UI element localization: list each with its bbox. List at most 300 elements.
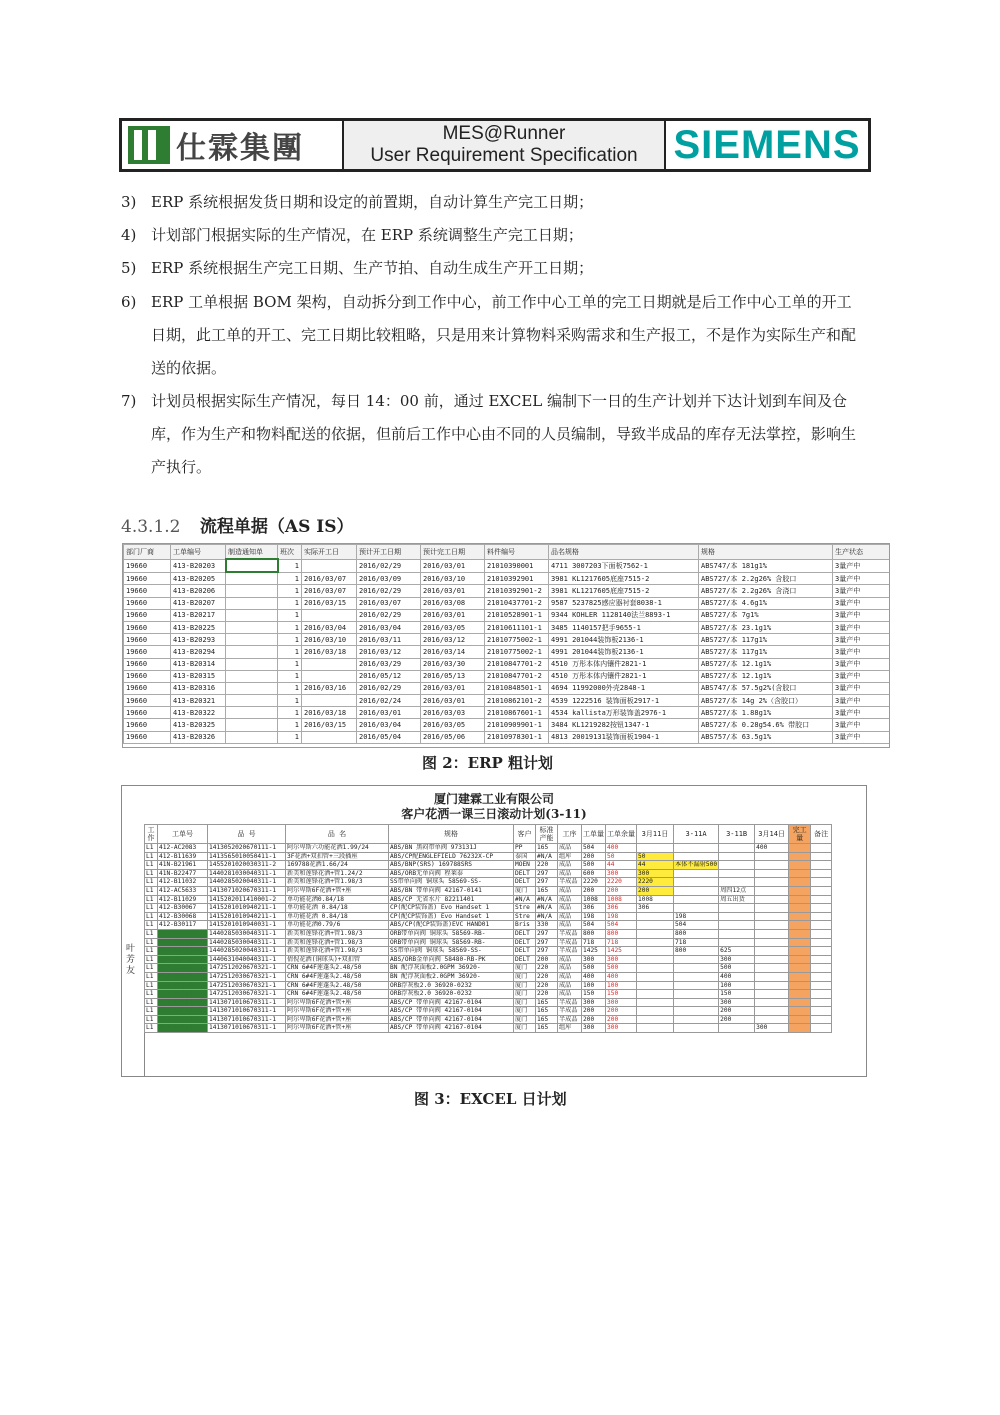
table-cell bbox=[811, 929, 832, 938]
table-cell: 413-B20314 bbox=[171, 658, 226, 670]
table-cell: 400 bbox=[606, 844, 637, 853]
table-cell: 412-AC5633 bbox=[158, 886, 208, 895]
table-cell bbox=[637, 912, 674, 921]
table-cell: 400 bbox=[582, 972, 606, 981]
table-cell: 300 bbox=[755, 1024, 789, 1033]
table-cell: 厦门 bbox=[514, 990, 536, 999]
table-cell: ORB浮灰板2.0 36920-0232 bbox=[389, 981, 514, 990]
table-cell bbox=[226, 646, 278, 658]
table-cell: 412-AC2083 bbox=[158, 844, 208, 853]
column-header: 班次 bbox=[278, 545, 302, 560]
table-cell: 200 bbox=[582, 852, 606, 861]
table-cell bbox=[755, 1015, 789, 1024]
table-cell: L1 bbox=[145, 844, 158, 853]
table-cell bbox=[674, 972, 719, 981]
table-cell: 412-B30117 bbox=[158, 921, 208, 930]
table-cell: 220 bbox=[536, 964, 558, 973]
table-cell: 21010775002-1 bbox=[485, 646, 549, 658]
company-logo bbox=[122, 121, 344, 169]
table-cell: 300 bbox=[606, 998, 637, 1007]
table-cell bbox=[789, 904, 811, 913]
table-cell: 400 bbox=[719, 972, 755, 981]
table-cell: 2016/03/29 bbox=[357, 658, 421, 670]
table-cell: ABS727/本 12.1g1% bbox=[699, 670, 833, 682]
table-cell: 1440631040040311-1 bbox=[208, 955, 286, 964]
table-cell: 718 bbox=[606, 938, 637, 947]
table-cell: 100 bbox=[719, 981, 755, 990]
table-cell: 306 bbox=[637, 904, 674, 913]
table-cell: 165 bbox=[536, 1015, 558, 1024]
table-row bbox=[124, 695, 890, 707]
table-cell: 100 bbox=[582, 981, 606, 990]
table-cell bbox=[811, 955, 832, 964]
table-cell bbox=[674, 955, 719, 964]
table-cell: 厦门 bbox=[514, 1007, 536, 1016]
table-cell: 单功能花洒 0.84/18 bbox=[286, 904, 389, 913]
table-row bbox=[145, 869, 832, 878]
table-cell: 3量产中 bbox=[833, 634, 890, 646]
table-cell: 成品 bbox=[558, 921, 582, 930]
table-cell: 504 bbox=[582, 921, 606, 930]
table-cell: 41N-B21961 bbox=[158, 861, 208, 870]
table-cell: 198 bbox=[674, 912, 719, 921]
table-cell bbox=[755, 964, 789, 973]
column-header: 规格 bbox=[699, 545, 833, 560]
table-cell bbox=[811, 886, 832, 895]
table-cell: ABS/CP 带单向阀 42167-0104 bbox=[389, 1007, 514, 1016]
table-cell: 2016/03/11 bbox=[357, 634, 421, 646]
table-cell: 3量产中 bbox=[833, 670, 890, 682]
table-cell: 1413071010670311-1 bbox=[208, 1007, 286, 1016]
table-cell bbox=[637, 938, 674, 947]
table-cell: CP(配CP装饰盖) Evo Handset 1 bbox=[389, 912, 514, 921]
figure-caption-erp: 图 2：ERP 粗计划 bbox=[422, 754, 554, 772]
table-cell: 1008 bbox=[637, 895, 674, 904]
table-cell: 500 bbox=[606, 964, 637, 973]
table-cell bbox=[637, 1007, 674, 1016]
column-header: 实际开工日 bbox=[302, 545, 357, 560]
table-cell: 600 bbox=[582, 869, 606, 878]
excel-plan-sheet bbox=[121, 785, 867, 1077]
list-item bbox=[121, 252, 871, 285]
table-cell bbox=[789, 886, 811, 895]
title-line-1: MES@Runner bbox=[442, 123, 566, 144]
table-cell: ABS727/本 14g 2%（含胶口） bbox=[699, 695, 833, 707]
table-row bbox=[124, 719, 890, 731]
column-header: 生产状态 bbox=[833, 545, 890, 560]
table-cell bbox=[226, 719, 278, 731]
table-row bbox=[145, 1007, 832, 1016]
table-cell: 500 bbox=[582, 964, 606, 973]
table-row bbox=[145, 912, 832, 921]
table-cell: 3量产中 bbox=[833, 682, 890, 694]
table-cell: 1413071010670311-1 bbox=[208, 998, 286, 1007]
table-cell: 1413052020670111-1 bbox=[208, 844, 286, 853]
table-cell: 297 bbox=[536, 947, 558, 956]
table-cell: ABS/ORB无单向阀 程莱泰 bbox=[389, 869, 514, 878]
list-item-number: 5) bbox=[121, 259, 137, 277]
table-cell: 44 bbox=[606, 861, 637, 870]
table-row bbox=[145, 904, 832, 913]
table-cell: 成品 bbox=[558, 844, 582, 853]
table-row bbox=[145, 947, 832, 956]
column-header: 备注 bbox=[811, 825, 832, 844]
table-cell: 2220 bbox=[637, 878, 674, 887]
table-cell: 成品 bbox=[558, 904, 582, 913]
table-cell bbox=[811, 981, 832, 990]
table-cell: 19660 bbox=[124, 559, 171, 572]
table-cell: ABS/CP 带单向阀 42167-0104 bbox=[389, 1015, 514, 1024]
table-cell: 2016/03/04 bbox=[357, 719, 421, 731]
table-cell: 2016/03/15 bbox=[302, 719, 357, 731]
list-item-text: ERP 系统根据发货日期和设定的前置期，自动计算生产完工日期； bbox=[151, 193, 594, 211]
table-cell: 倩倪花洒(铜球头)+双扣管 bbox=[286, 955, 389, 964]
table-cell bbox=[226, 634, 278, 646]
table-cell bbox=[637, 929, 674, 938]
table-cell: 200 bbox=[582, 1015, 606, 1024]
table-cell bbox=[637, 947, 674, 956]
table-cell: 3量产中 bbox=[833, 559, 890, 572]
table-cell: 2016/03/08 bbox=[421, 597, 485, 609]
table-cell: 单功能花洒0.84/18 bbox=[286, 895, 389, 904]
table-cell bbox=[719, 912, 755, 921]
table-cell bbox=[674, 844, 719, 853]
table-cell: CRN 6#4F莲蓬头2.48/50 bbox=[286, 990, 389, 999]
table-cell: 300 bbox=[719, 955, 755, 964]
table-cell: 1 bbox=[278, 658, 302, 670]
table-cell bbox=[637, 1024, 674, 1033]
table-cell: 413-B20315 bbox=[171, 670, 226, 682]
table-cell: 成品 bbox=[558, 964, 582, 973]
table-cell: 2016/03/05 bbox=[421, 719, 485, 731]
table-cell: 1 bbox=[278, 731, 302, 743]
table-row bbox=[145, 929, 832, 938]
table-cell bbox=[674, 1007, 719, 1016]
table-cell: ABS757/本 63.5g1% bbox=[699, 731, 833, 743]
column-header: 标准产能 bbox=[536, 825, 558, 844]
table-row bbox=[124, 658, 890, 670]
table-cell bbox=[719, 938, 755, 947]
table-cell: 2016/05/04 bbox=[357, 731, 421, 743]
table-cell: 800 bbox=[674, 947, 719, 956]
table-cell bbox=[789, 912, 811, 921]
table-cell: 阿尔卑斯6F花洒+管+座 bbox=[286, 998, 389, 1007]
column-header: 预计开工日期 bbox=[357, 545, 421, 560]
table-cell: 2016/05/06 bbox=[421, 731, 485, 743]
table-cell bbox=[719, 878, 755, 887]
table-cell: ABS727/本 4.6g1% bbox=[699, 597, 833, 609]
table-cell: 本体不漏射500 bbox=[675, 861, 718, 869]
table-cell: 21010775002-1 bbox=[485, 634, 549, 646]
table-cell bbox=[226, 731, 278, 743]
table-cell: L1 bbox=[145, 964, 158, 973]
table-cell: 300 bbox=[606, 1024, 637, 1033]
table-row bbox=[145, 878, 832, 887]
table-cell: 1440285020040311-1 bbox=[208, 947, 286, 956]
table-row bbox=[145, 886, 832, 895]
table-cell: 800 bbox=[606, 929, 637, 938]
table-cell: 19660 bbox=[124, 658, 171, 670]
table-cell: 3量产中 bbox=[833, 731, 890, 743]
table-cell: 新美和莲锋花洒+管1.24/2 bbox=[286, 869, 389, 878]
table-cell: 阿尔卑斯6F花洒+管+座 bbox=[286, 1015, 389, 1024]
table-cell bbox=[811, 947, 832, 956]
table-cell bbox=[789, 844, 811, 853]
table-cell: 2016/03/30 bbox=[421, 658, 485, 670]
table-cell: 169788花洒1.66/24 bbox=[286, 861, 389, 870]
column-header: 3月14日 bbox=[755, 825, 789, 844]
table-cell: 19660 bbox=[124, 597, 171, 609]
table-row bbox=[145, 844, 832, 853]
table-cell: 2016/02/29 bbox=[357, 585, 421, 597]
table-cell: 厦门 bbox=[514, 1015, 536, 1024]
table-cell bbox=[755, 990, 789, 999]
column-header: 品名规格 bbox=[549, 545, 699, 560]
table-cell: 200 bbox=[719, 1007, 755, 1016]
table-cell bbox=[226, 597, 278, 609]
table-cell: 165 bbox=[536, 844, 558, 853]
table-cell: 3F花洒+双扣管+三段插座 bbox=[286, 852, 389, 861]
table-cell bbox=[811, 912, 832, 921]
table-cell: 1 bbox=[278, 585, 302, 597]
list-item-text: ERP 工单根据 BOM 架构，自动拆分到工作中心，前工作中心工单的完工日期就是后工作中心工单的开工日期，此工单的开工、完工日期比较粗略，只是用来计算物料采购需求和生产报工，不是作为实际生产和配送的依据。 bbox=[151, 293, 857, 377]
table-cell: 阿尔卑斯6F花洒+管+座 bbox=[286, 1024, 389, 1033]
table-cell: 2016/05/12 bbox=[357, 670, 421, 682]
table-cell: 21010437701-2 bbox=[485, 597, 549, 609]
table-cell: 4991 201044装饰板2136-1 bbox=[549, 634, 699, 646]
table-row bbox=[124, 621, 890, 633]
table-cell: ABS727/本 12.1g1% bbox=[699, 658, 833, 670]
table-cell: 2016/03/10 bbox=[421, 572, 485, 585]
table-cell bbox=[789, 998, 811, 1007]
table-cell: 2016/03/01 bbox=[421, 559, 485, 572]
table-cell: 2016/03/04 bbox=[302, 621, 357, 633]
table-cell: ABS/CP配ENGLEFIELD 76232X-CP bbox=[389, 852, 514, 861]
table-cell bbox=[789, 929, 811, 938]
table-cell: 412-AC5721 bbox=[158, 972, 208, 981]
table-row bbox=[124, 670, 890, 682]
table-cell: 150 bbox=[582, 990, 606, 999]
table-cell: 1413071010670311-1 bbox=[208, 1015, 286, 1024]
table-cell: 3484 KL1219282按钮1347-1 bbox=[549, 719, 699, 731]
table-cell: 1 bbox=[278, 646, 302, 658]
table-cell: ABS/CP 无省水片 82211401 bbox=[389, 895, 514, 904]
table-cell bbox=[811, 998, 832, 1007]
table-cell: DELT bbox=[514, 955, 536, 964]
table-cell: 1415201010940211-1 bbox=[208, 912, 286, 921]
table-cell: 2016/03/04 bbox=[357, 621, 421, 633]
table-cell: 3量产中 bbox=[833, 707, 890, 719]
table-cell: 330 bbox=[536, 921, 558, 930]
table-cell bbox=[789, 1015, 811, 1024]
table-cell: 21010847701-2 bbox=[485, 670, 549, 682]
table-cell: 3量产中 bbox=[833, 695, 890, 707]
brand-logo bbox=[666, 121, 868, 169]
table-cell bbox=[755, 912, 789, 921]
table-cell bbox=[674, 990, 719, 999]
table-cell: 1440281030040311-1 bbox=[208, 869, 286, 878]
table-cell: 19660 bbox=[124, 609, 171, 621]
table-cell: SS带单向阀 铜球头 58569-SS- bbox=[389, 878, 514, 887]
table-cell bbox=[674, 1015, 719, 1024]
table-cell bbox=[789, 921, 811, 930]
table-cell: 413-B20217 bbox=[171, 609, 226, 621]
table-cell: 2016/03/07 bbox=[302, 572, 357, 585]
column-header: 工作 bbox=[145, 825, 158, 844]
table-cell: ORB带单向阀 铜球头 58569-RB- bbox=[389, 929, 514, 938]
column-header: 工单号 bbox=[158, 825, 208, 844]
table-cell bbox=[719, 1024, 755, 1033]
list-item-text: 计划员根据实际生产情况，每日 14：00 前，通过 EXCEL 编制下一日的生产计划并下达计划到车间及仓库，作为生产和物料配送的依据，但前后工作中心由不同的人员编制，导致半成品的库存无法掌控，影响生产执行。 bbox=[151, 392, 857, 476]
table-cell bbox=[302, 559, 357, 572]
table-cell: 200 bbox=[536, 955, 558, 964]
table-cell: 2016/03/14 bbox=[421, 646, 485, 658]
table-cell: 2016/03/01 bbox=[357, 707, 421, 719]
table-cell: ABS727/本 117g1% bbox=[699, 634, 833, 646]
table-cell: DELT bbox=[514, 878, 536, 887]
table-cell: 412-B30068 bbox=[158, 912, 208, 921]
table-cell: 165 bbox=[536, 998, 558, 1007]
table-cell bbox=[811, 861, 832, 870]
table-cell: 2016/03/15 bbox=[302, 597, 357, 609]
table-cell bbox=[755, 972, 789, 981]
table-cell: 412-B21134 bbox=[158, 1015, 208, 1024]
table-cell: 21010390001 bbox=[485, 559, 549, 572]
table-cell bbox=[719, 921, 755, 930]
table-cell: 2016/03/07 bbox=[302, 585, 357, 597]
table-cell: CRN 6#4F莲蓬头2.48/50 bbox=[286, 972, 389, 981]
section-number: 4.3.1.2 bbox=[121, 517, 181, 537]
table-row bbox=[145, 852, 832, 861]
table-cell: 400 bbox=[755, 844, 789, 853]
table-cell: 成品 bbox=[558, 912, 582, 921]
list-item-text: ERP 系统根据生产完工日期、生产节拍、自动生成生产开工日期； bbox=[151, 259, 594, 277]
table-cell bbox=[789, 981, 811, 990]
table-cell: 4991 201044装饰板2136-1 bbox=[549, 646, 699, 658]
table-cell bbox=[719, 904, 755, 913]
table-cell: CRN 6#4F莲蓬头2.48/50 bbox=[286, 981, 389, 990]
table-row bbox=[145, 938, 832, 947]
excel-company-name: 厦门建霖工业有限公司 bbox=[433, 792, 554, 806]
table-cell: ABS/ORB金单向阀 58480-RB-PK bbox=[389, 955, 514, 964]
table-cell: MOEN bbox=[514, 861, 536, 870]
table-row bbox=[124, 572, 890, 585]
table-cell: L1 bbox=[145, 912, 158, 921]
table-cell: 成品 bbox=[558, 869, 582, 878]
table-cell: 220 bbox=[536, 861, 558, 870]
table-cell: 1413071020670311-1 bbox=[208, 886, 286, 895]
table-cell: 4694 11992000外壳2848-1 bbox=[549, 682, 699, 694]
table-cell: 半成品 bbox=[558, 1015, 582, 1024]
table-cell bbox=[674, 904, 719, 913]
table-cell: 504 bbox=[674, 921, 719, 930]
table-cell: L1 bbox=[145, 878, 158, 887]
table-header-row bbox=[145, 825, 832, 844]
table-cell: L1 bbox=[145, 921, 158, 930]
table-cell: 1 bbox=[278, 682, 302, 694]
table-cell: 2016/03/01 bbox=[421, 695, 485, 707]
table-cell: L1 bbox=[145, 1015, 158, 1024]
table-cell: 阿尔卑斯6F花洒+管+座 bbox=[286, 1007, 389, 1016]
table-cell: 厦门 bbox=[514, 886, 536, 895]
table-cell: 200 bbox=[637, 886, 674, 895]
table-cell: 412-B21832 bbox=[158, 998, 208, 1007]
table-cell: 412-B31033 bbox=[158, 947, 208, 956]
column-header: 品 名 bbox=[286, 825, 389, 844]
table-cell: L1 bbox=[145, 1024, 158, 1033]
column-header: 客户 bbox=[514, 825, 536, 844]
table-cell: 9344 KOHLER 1128140法兰8893-1 bbox=[549, 609, 699, 621]
table-cell bbox=[789, 878, 811, 887]
table-cell bbox=[637, 981, 674, 990]
table-cell: 300 bbox=[582, 955, 606, 964]
table-cell: 200 bbox=[606, 1007, 637, 1016]
table-cell: 165 bbox=[536, 1007, 558, 1016]
table-cell: L1 bbox=[145, 895, 158, 904]
table-cell bbox=[789, 964, 811, 973]
table-cell: #N/A bbox=[536, 895, 558, 904]
table-cell: 297 bbox=[536, 869, 558, 878]
table-row bbox=[145, 998, 832, 1007]
table-cell: 厦门 bbox=[514, 998, 536, 1007]
table-cell: 44 bbox=[637, 861, 674, 870]
table-cell: 19660 bbox=[124, 695, 171, 707]
table-cell bbox=[226, 621, 278, 633]
table-cell: 21010392901 bbox=[485, 572, 549, 585]
table-cell: 3量产中 bbox=[833, 609, 890, 621]
table-cell bbox=[755, 895, 789, 904]
table-cell: 297 bbox=[536, 929, 558, 938]
table-cell bbox=[719, 852, 755, 861]
table-cell: 198 bbox=[582, 912, 606, 921]
table-cell bbox=[755, 886, 789, 895]
table-cell: 413-B20294 bbox=[171, 646, 226, 658]
table-cell bbox=[674, 1024, 719, 1033]
table-cell: 412-B11032 bbox=[158, 878, 208, 887]
table-cell bbox=[811, 904, 832, 913]
table-cell: 半成品 bbox=[558, 1007, 582, 1016]
column-header: 3月11日 bbox=[637, 825, 674, 844]
table-cell: 1472512030670321-1 bbox=[208, 990, 286, 999]
table-cell: 1008 bbox=[606, 895, 637, 904]
table-cell bbox=[811, 1007, 832, 1016]
table-cell: 3量产中 bbox=[833, 621, 890, 633]
table-cell: ABS727/本 117g1% bbox=[699, 646, 833, 658]
table-cell: 165 bbox=[536, 1024, 558, 1033]
table-cell bbox=[637, 921, 674, 930]
table-cell: 220 bbox=[536, 981, 558, 990]
table-cell bbox=[755, 852, 789, 861]
table-cell bbox=[755, 938, 789, 947]
table-cell: 19660 bbox=[124, 646, 171, 658]
table-cell: 413-B20316 bbox=[171, 682, 226, 694]
table-cell bbox=[637, 844, 674, 853]
table-cell: 1 bbox=[278, 695, 302, 707]
column-header: 工单余量 bbox=[606, 825, 637, 844]
table-cell bbox=[637, 1015, 674, 1024]
table-cell: 1 bbox=[278, 634, 302, 646]
table-cell bbox=[719, 929, 755, 938]
table-cell: 厦门 bbox=[514, 964, 536, 973]
table-cell: 2016/03/01 bbox=[421, 609, 485, 621]
table-cell: 4534 kallista万形装饰盖2976-1 bbox=[549, 707, 699, 719]
logo-mark-icon bbox=[128, 126, 170, 164]
table-cell: 200 bbox=[719, 1015, 755, 1024]
table-cell: 306 bbox=[606, 904, 637, 913]
table-cell: 412-B30989 bbox=[158, 929, 208, 938]
table-cell: 198 bbox=[606, 912, 637, 921]
table-cell: L1 bbox=[145, 852, 158, 861]
